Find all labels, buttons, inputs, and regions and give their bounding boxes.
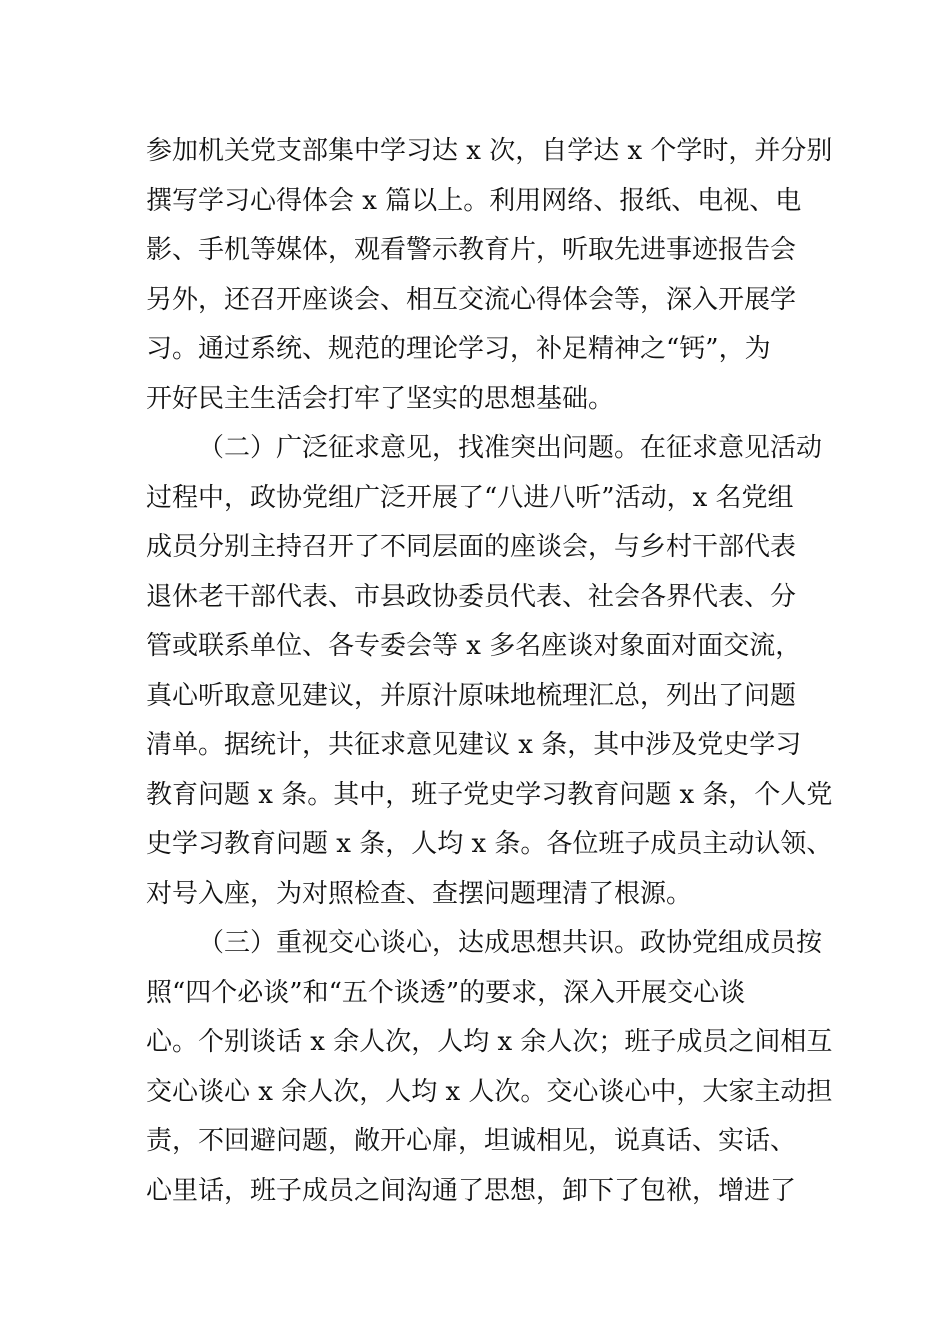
section-heading-line: （三）重视交心谈心，达成思想共识。政协党组成员按 <box>198 928 823 958</box>
text-line: 清单。据统计，共征求意见建议 x 条，其中涉及党史学习 <box>146 730 802 760</box>
text-line: 史学习教育问题 x 条，人均 x 条。各位班子成员主动认领、 <box>146 829 833 859</box>
text-line: 真心听取意见建议，并原汁原味地梳理汇总，列出了问题 <box>146 680 797 711</box>
text-line: 照“四个必谈”和“五个谈透”的要求，深入开展交心谈 <box>146 977 746 1008</box>
text-line: 过程中，政协党组广泛开展了“八进八听”活动，x 名党组 <box>146 482 794 513</box>
text-line: 退休老干部代表、市县政协委员代表、社会各界代表、分 <box>146 581 797 612</box>
text-line: 参加机关党支部集中学习达 x 次，自学达 x 个学时，并分别 <box>146 136 833 166</box>
text-line: 对号入座，为对照检查、查摆问题理清了根源。 <box>146 878 693 909</box>
text-line: 习。通过系统、规范的理论学习，补足精神之“钙”，为 <box>146 334 771 364</box>
text-line: 管或联系单位、各专委会等 x 多名座谈对象面对面交流， <box>146 631 802 661</box>
text-line: 影、手机等媒体，观看警示教育片，听取先进事迹报告会 <box>146 235 797 265</box>
text-line: 心里话，班子成员之间沟通了思想，卸下了包袱，增进了 <box>146 1175 797 1206</box>
text-line: 教育问题 x 条。其中，班子党史学习教育问题 x 条，个人党 <box>146 779 833 810</box>
section-heading-line: （二）广泛征求意见，找准突出问题。在征求意见活动 <box>198 433 823 463</box>
text-line: 开好民主生活会打牢了坚实的思想基础。 <box>146 383 615 414</box>
text-line: 交心谈心 x 余人次，人均 x 人次。交心谈心中，大家主动担 <box>146 1076 833 1107</box>
text-line: 成员分别主持召开了不同层面的座谈会，与乡村干部代表 <box>146 532 797 562</box>
text-line: 撰写学习心得体会 x 篇以上。利用网络、报纸、电视、电 <box>146 185 802 216</box>
text-line: 责，不回避问题，敞开心扉，坦诚相见，说真话、实话、 <box>146 1126 797 1156</box>
text-line: 另外，还召开座谈会、相互交流心得体会等，深入开展学 <box>146 284 797 315</box>
body-text <box>146 127 833 1216</box>
text-line: 心。个别谈话 x 余人次，人均 x 余人次；班子成员之间相互 <box>146 1027 833 1057</box>
